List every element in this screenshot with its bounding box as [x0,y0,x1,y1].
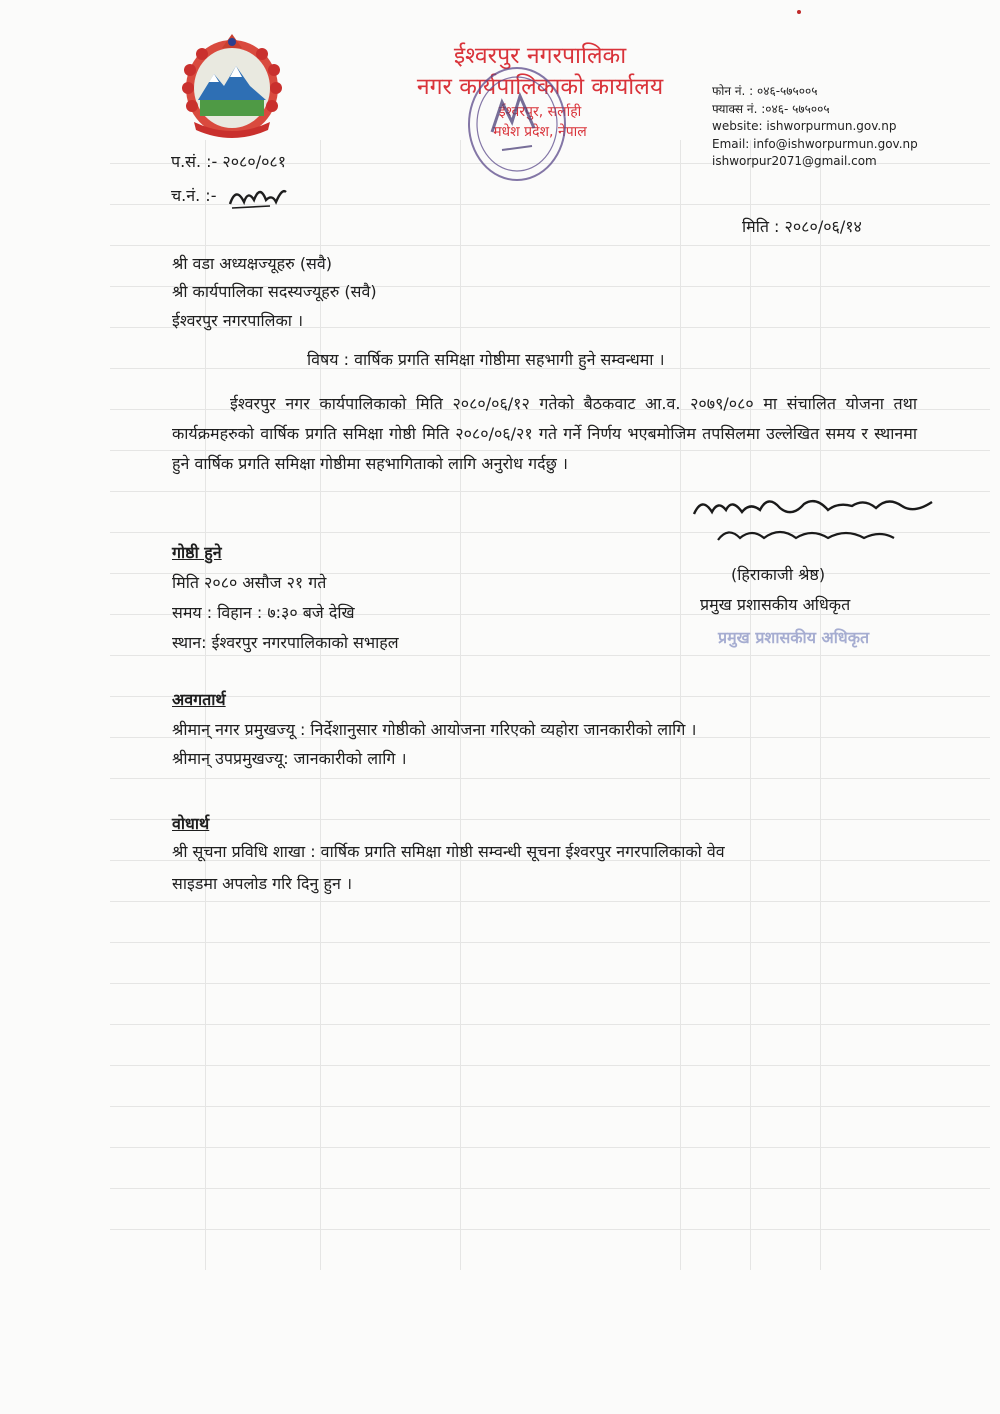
email-alt: ishworpur2071@gmail.com [712,154,877,168]
dispatch-number-label: च.नं. :- [171,186,217,205]
meeting-heading: गोष्ठी हुने [172,543,222,562]
fax-number: फ्याक्स नं. :०४६- ५७५००५ [712,101,830,116]
signature-icon [688,492,944,554]
reference-number: प.सं. :- २०८०/०८१ [171,152,287,171]
meeting-date: मिति २०८० असौज २१ गते [172,573,327,592]
signatory-name: (हिराकाजी श्रेष्ठ) [731,565,826,584]
action-heading: वोधार्थ [172,814,210,833]
recipient-line: श्री कार्यपालिका सदस्यज्यूहरु (सवै) [172,282,377,301]
meeting-time: समय : विहान : ७:३० बजे देखि [172,603,355,622]
info-line: श्रीमान् नगर प्रमुखज्यू : निर्देशानुसार गोष्ठीको आयोजना गरिएको व्यहोरा जानकारीको लागि । [172,720,697,739]
recipient-line: श्री वडा अध्यक्षज्यूहरु (सवै) [172,254,333,273]
phone-number: फोन नं. : ०४६-५७५००५ [712,84,818,98]
office-address: ईश्वरपुर, सर्लाही [498,104,582,120]
action-line: श्री सूचना प्रविधि शाखा : वार्षिक प्रगति समिक्षा गोष्ठी सम्वन्धी सूचना ईश्वरपुर नगरपालिकाको वेव [172,842,725,861]
action-line: साइडमा अपलोड गरि दिनु हुन । [172,874,353,893]
dispatch-stamp-icon [462,62,572,187]
office-province: मधेश प्रदेश, नेपाल [493,124,587,140]
signatory-title: प्रमुख प्रशासकीय अधिकृत [700,595,851,614]
municipality-name: ईश्वरपुर नगरपालिका [453,43,627,69]
info-line: श्रीमान् उपप्रमुखज्यू: जानकारीको लागि । [172,749,407,768]
recipient-line: ईश्वरपुर नगरपालिका । [172,311,304,330]
office-name: नगर कार्यपालिकाको कार्यालय [416,74,664,100]
website: website: ishworpurmun.gov.np [712,119,897,133]
email: Email: info@ishworpurmun.gov.np [712,136,918,151]
ink-dot [797,10,801,14]
dispatch-number-handwritten [226,180,288,212]
letter-date: मिति : २०८०/०६/१४ [742,217,862,236]
letter-subject: विषय : वार्षिक प्रगति समिक्षा गोष्ठीमा सहभागी हुने सम्वन्धमा । [307,350,665,369]
meeting-place: स्थान: ईश्वरपुर नगरपालिकाको सभाहल [172,633,399,652]
info-heading: अवगतार्थ [172,690,226,709]
nepal-emblem-icon [178,30,286,142]
signatory-stamp: प्रमुख प्रशासकीय अधिकृत [718,628,870,647]
letter-body: ईश्वरपुर नगर कार्यपालिकाको मिति २०८०/०६/१२ गतेको बैठकवाट आ.व. २०७९/०८० मा संचालित योजना तथा कार्यक्रमहरुको वार्षिक प्रगति समिक्षा गोष्ठी मिति २०८०/०६/२१ गते गर्ने निर्णय भएबमोजिम तपसिलमा उल्लेखित समय र स्थानमा हुने वार्षिक प्रगति समिक्षा गोष्ठीमा सहभागिताको लागि अनुरोध गर्दछु । [172,394,917,473]
contact-block [712,83,918,171]
